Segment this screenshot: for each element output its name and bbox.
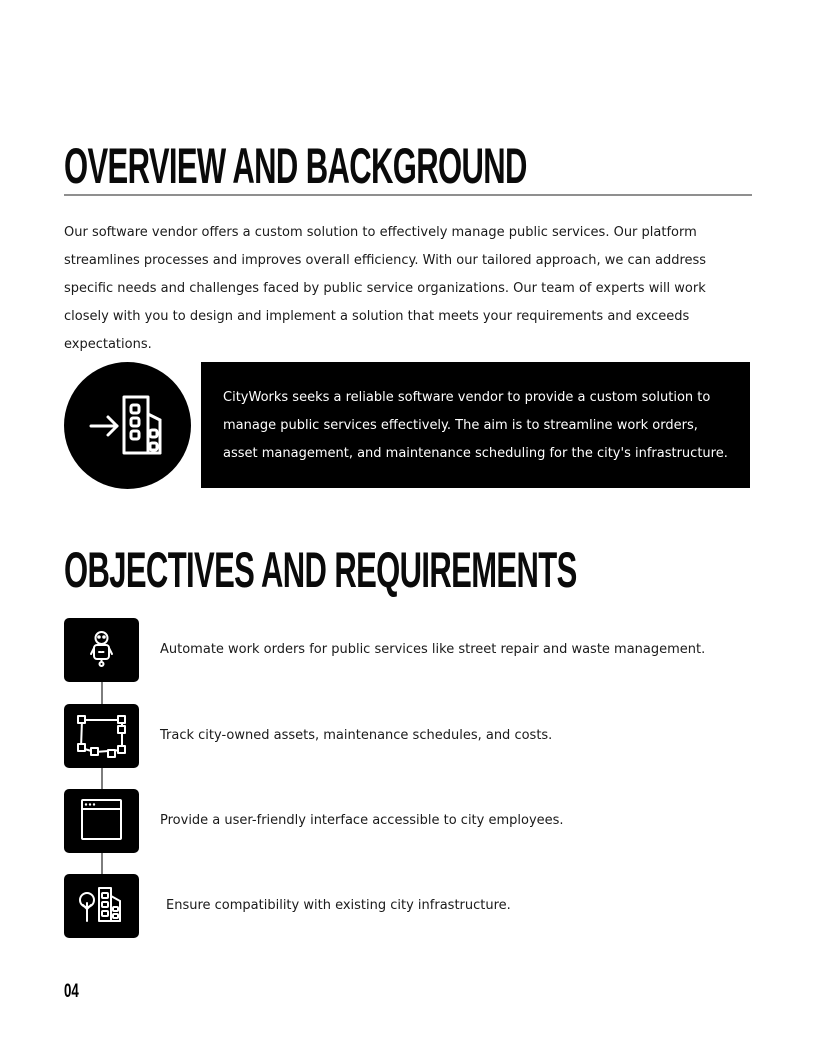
browser-window-icon xyxy=(64,789,139,853)
overview-paragraph: Our software vendor offers a custom solution to effectively manage public services. Our platform streamlines processes and improves overall efficiency. With our tailored approach, we can address specific needs and challenges faced by public service organizations. Our team of experts will work closely with you to design and implement a solution that meets your requirements and exceeds expectations. xyxy=(64,225,707,352)
objective-text-1: Automate work orders for public services like street repair and waste management. xyxy=(160,642,706,657)
objective-text-3: Provide a user-friendly interface accessible to city employees. xyxy=(160,813,564,828)
objective-text-2: Track city-owned assets, maintenance schedules, and costs. xyxy=(160,728,553,743)
arrow-into-building-icon xyxy=(64,362,191,489)
callout-text: CityWorks seeks a reliable software vendor to provide a custom solution to manage public services effectively. The aim is to streamline work orders, asset management, and maintenance scheduling for the city's infrastructure. xyxy=(223,390,728,461)
heading-divider xyxy=(64,194,752,196)
robot-icon xyxy=(64,618,139,682)
page-number: 04 xyxy=(64,981,79,1002)
objectives-heading: OBJECTIVES AND REQUIREMENTS xyxy=(64,542,577,598)
callout-box xyxy=(201,362,750,488)
overview-heading: OVERVIEW AND BACKGROUND xyxy=(64,138,527,194)
objective-text-4: Ensure compatibility with existing city infrastructure. xyxy=(166,898,511,913)
vector-nodes-icon xyxy=(64,704,139,768)
city-tree-icon xyxy=(64,874,139,938)
